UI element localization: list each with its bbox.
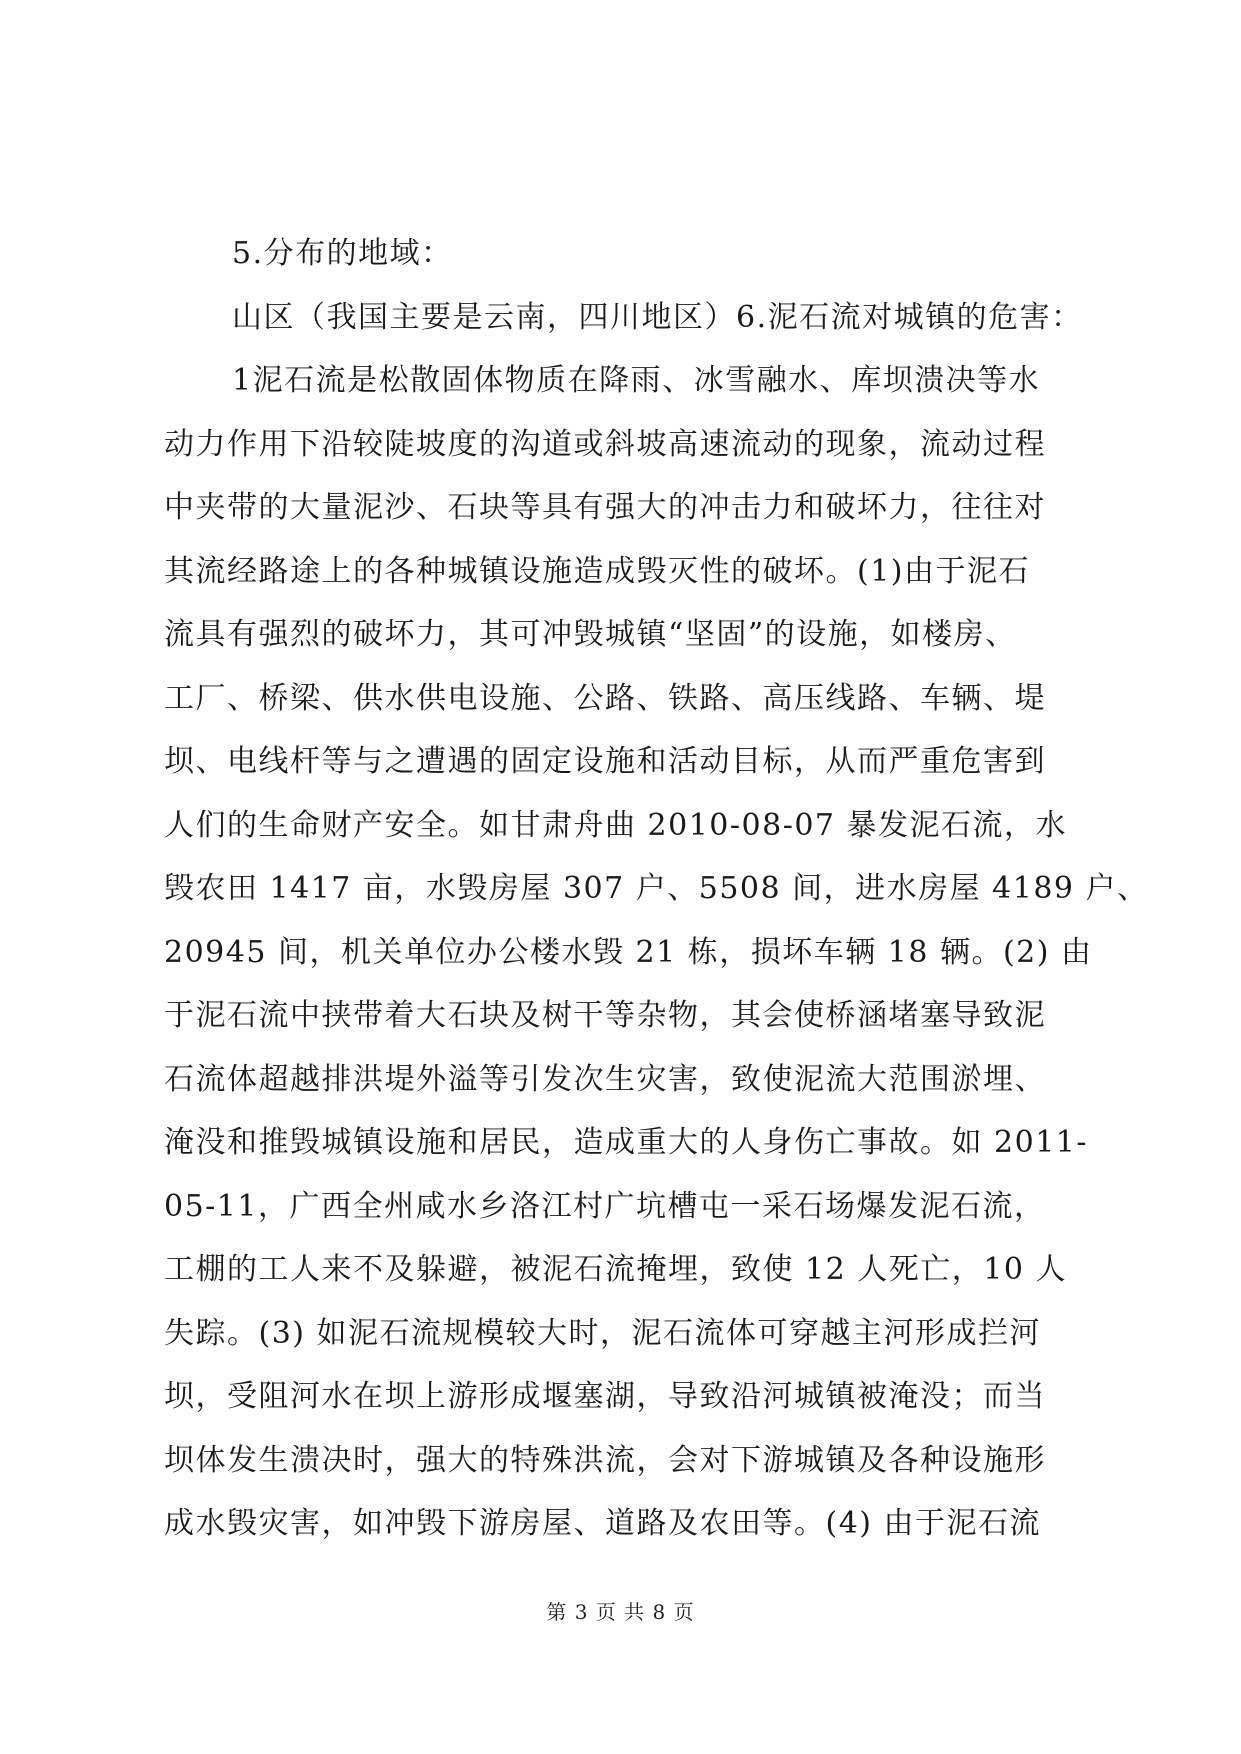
text-line: 坝，受阻河水在坝上游形成堰塞湖，导致沿河城镇被淹没；而当	[164, 1379, 1046, 1414]
text-line: 20945 间，机关单位办公楼水毁 21 栋，损坏车辆 18 辆。(2) 由	[164, 934, 1093, 970]
text-line: 坝、电线杆等与之遭遇的固定设施和活动目标，从而严重危害到	[164, 744, 1046, 779]
text-line: 动力作用下沿较陡坡度的沟道或斜坡高速流动的现象，流动过程	[164, 426, 1046, 462]
text-line: 05-11，广西全州咸水乡洛江村广坑槽屯一采石场爆发泥石流，	[164, 1188, 1046, 1224]
text-line: 其流经路途上的各种城镇设施造成毁灭性的破坏。(1)由于泥石	[164, 553, 1030, 589]
section-heading: 5.分布的地域：	[232, 236, 453, 271]
text-line: 人们的生命财产安全。如甘肃舟曲 2010-08-07 暴发泥石流，水	[164, 807, 1068, 843]
text-line: 失踪。(3) 如泥石流规模较大时，泥石流体可穿越主河形成拦河	[164, 1315, 1042, 1351]
text-line: 石流体超越排洪堤外溢等引发次生灾害，致使泥流大范围淤埋、	[164, 1061, 1046, 1097]
text-line: 淹没和推毁城镇设施和居民，造成重大的人身伤亡事故。如 2011-	[164, 1125, 1089, 1160]
body-text	[164, 222, 1149, 1556]
text-line: 中夹带的大量泥沙、石块等具有强大的冲击力和破坏力，往往对	[164, 490, 1046, 525]
text-line: 山区（我国主要是云南，四川地区）6.泥石流对城镇的危害：	[232, 299, 1083, 335]
text-line: 流具有强烈的破坏力，其可冲毁城镇“坚固”的设施，如楼房、	[164, 617, 1017, 652]
text-line: 成水毁灾害，如冲毁下游房屋、道路及农田等。(4) 由于泥石流	[164, 1506, 1042, 1541]
text-line: 于泥石流中挟带着大石块及树干等杂物，其会使桥涵堵塞导致泥	[164, 998, 1046, 1033]
page-number-footer: 第 3 页 共 8 页	[546, 1600, 695, 1624]
text-line: 工厂、桥梁、供水供电设施、公路、铁路、高压线路、车辆、堤	[164, 680, 1046, 716]
text-line: 毁农田 1417 亩，水毁房屋 307 户、5508 间，进水房屋 4189 户、	[164, 871, 1149, 906]
text-line: 1泥石流是松散固体物质在降雨、冰雪融水、库坝溃决等水	[232, 363, 1041, 398]
text-line: 工棚的工人来不及躲避，被泥石流掩埋，致使 12 人死亡，10 人	[164, 1252, 1067, 1287]
text-line: 坝体发生溃决时，强大的特殊洪流，会对下游城镇及各种设施形	[164, 1442, 1046, 1478]
